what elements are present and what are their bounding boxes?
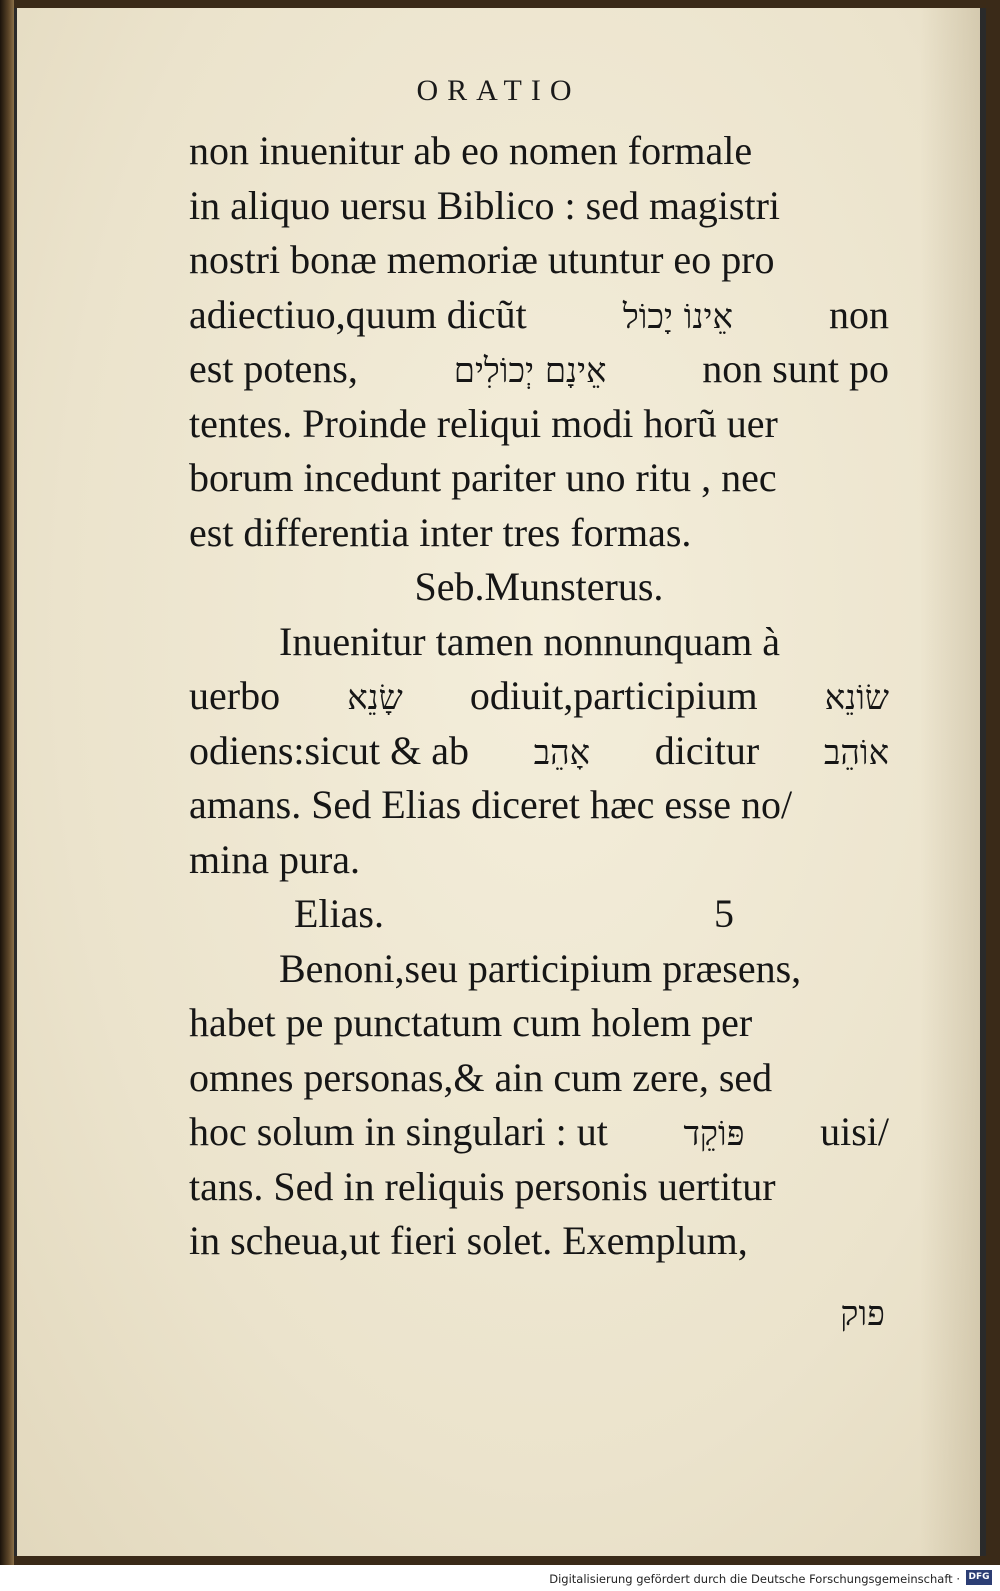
text-line [189, 560, 889, 615]
latin-text: in scheua,ut fieri solet. Exemplum, [189, 1218, 748, 1263]
text-line [189, 342, 889, 397]
latin-text: Elias. [294, 891, 384, 936]
text-line [189, 887, 889, 942]
latin-text: nostri bonæ memoriæ utuntur eo pro [189, 237, 775, 282]
latin-text: Inuenitur tamen nonnunquam à [279, 618, 780, 664]
text-line [189, 778, 889, 833]
text-line [189, 942, 889, 997]
latin-text: tans. Sed in reliquis personis uertitur [189, 1163, 776, 1209]
text-line [189, 288, 889, 343]
hebrew-word: שׂוֹנֵא [824, 678, 889, 718]
latin-text: uisi/ [820, 1109, 889, 1154]
latin-text: borum incedunt pariter uno ritu , nec [189, 455, 777, 500]
text-line [189, 833, 889, 888]
book-page [14, 8, 986, 1556]
book-edge [0, 0, 14, 1565]
text-line [189, 724, 889, 779]
latin-text: amans. Sed Elias diceret hæc esse no/ [189, 782, 793, 827]
text-line [189, 615, 889, 670]
hebrew-word: פּוֹקֵד [683, 1114, 745, 1154]
latin-text: non [828, 291, 889, 337]
latin-text: mina pura. [189, 836, 361, 882]
text-line [189, 1160, 889, 1215]
latin-text: dicitur [654, 727, 760, 773]
text-line [189, 451, 889, 506]
text-line [189, 1214, 889, 1269]
hebrew-word: אֵינָם יְכוֹלִים [453, 351, 607, 391]
hebrew-word: אוֹהֵב [823, 732, 889, 773]
hebrew-word: אֵינוֹ יָכוֹל [622, 296, 733, 337]
latin-text: tentes. Proinde reliqui modi horũ uer [189, 400, 778, 446]
text-line [189, 506, 889, 561]
text-line [189, 233, 889, 288]
text-line [189, 669, 889, 724]
latin-text: hoc solum in singulari : ut [189, 1109, 608, 1154]
latin-text: odiens:sicut & ab [189, 727, 469, 773]
latin-text: non inuenitur ab eo nomen formale [189, 128, 753, 173]
footer-bar [0, 1565, 1000, 1591]
text-block [189, 124, 889, 1269]
text-line [189, 124, 889, 179]
footer-credit: Digitalisierung gefördert durch die Deutsche Forschungsgemeinschaft · [549, 1572, 960, 1586]
latin-text: omnes personas,& ain cum zere, sed [189, 1054, 773, 1100]
text-line [189, 996, 889, 1051]
latin-text: adiectiuo,quum dicũt [189, 291, 527, 337]
latin-text: uerbo [189, 673, 281, 718]
latin-text: 5 [713, 891, 734, 936]
latin-text: est differentia inter tres formas. [189, 509, 692, 555]
text-line [189, 397, 889, 452]
text-line [189, 1051, 889, 1106]
latin-text: in aliquo uersu Biblico : sed magistri [189, 182, 781, 228]
text-line [189, 179, 889, 234]
latin-text: non sunt po [702, 346, 889, 391]
latin-text: Seb.Munsterus. [414, 564, 664, 609]
catchword: פוק [840, 1294, 885, 1334]
hebrew-word: אָהֵב [533, 732, 591, 773]
text-line [189, 1105, 889, 1160]
latin-text: Benoni,seu participium præsens, [279, 945, 802, 991]
latin-text: est potens, [189, 346, 358, 391]
page-shadow [920, 8, 980, 1556]
latin-text: habet pe punctatum cum holem per [189, 1000, 753, 1045]
dfg-logo: DFG [966, 1570, 992, 1585]
hebrew-word: שָׂנֵא [347, 678, 403, 718]
latin-text: odiuit,participium [469, 673, 758, 718]
running-head: ORATIO [416, 74, 581, 107]
